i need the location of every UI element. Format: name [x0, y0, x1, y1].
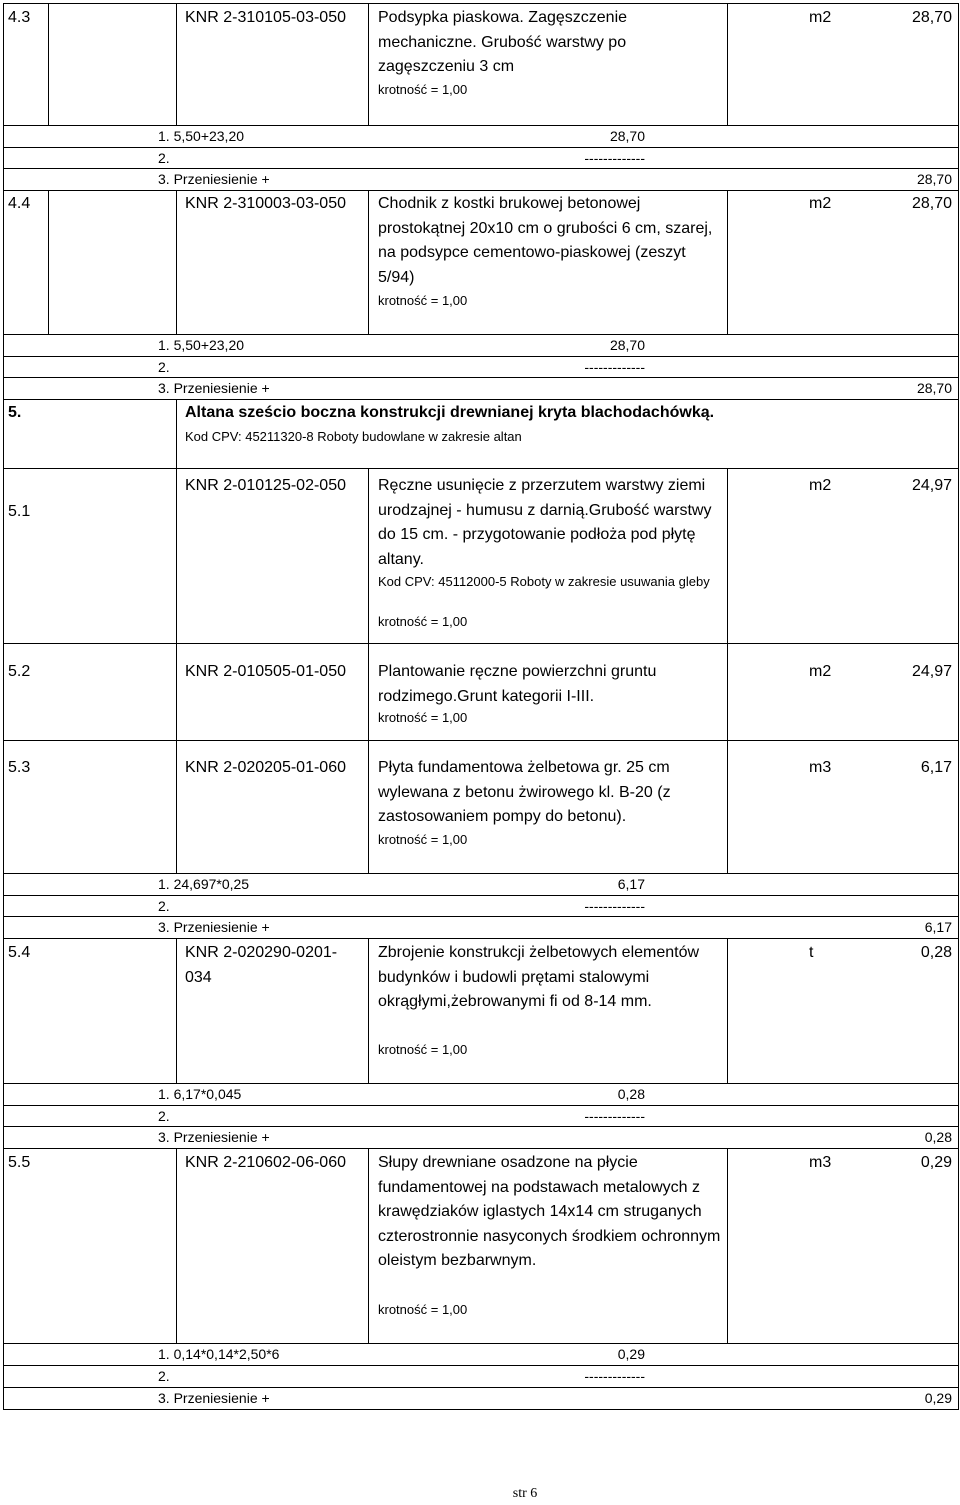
row-line	[3, 1365, 958, 1366]
row-line	[3, 1105, 958, 1106]
norm-code: KNR 2-210602-06-060	[185, 1154, 346, 1171]
unit: m2	[809, 663, 832, 680]
multiplier-text: krotność = 1,00	[378, 832, 468, 847]
norm-code: KNR 2-310003-03-050	[185, 195, 346, 212]
table-border-left	[3, 3, 4, 1410]
col-line	[48, 190, 49, 334]
item-description: Ręczne usunięcie z przerzutem warstwy ziemi urodzajnej - humusu z darnią.Grubość warstwy do 15 cm. - przygotowanie podłoża pod płytę altany.	[378, 477, 712, 568]
calc-line-1: 1. 24,697*0,25	[158, 876, 250, 892]
col-line	[727, 1148, 728, 1343]
multiplier-text: krotność = 1,00	[378, 614, 468, 629]
col-line	[368, 938, 369, 1083]
col-line	[368, 468, 369, 873]
unit: m2	[809, 195, 832, 212]
item-number: 5.1	[8, 503, 31, 520]
row-line	[3, 377, 958, 378]
row-line	[3, 938, 958, 939]
calc-line-2: 2.	[158, 150, 170, 166]
carry-forward-value: 28,70	[916, 380, 952, 396]
multiplier-text: krotność = 1,00	[378, 1302, 468, 1317]
row-line	[3, 190, 958, 191]
col-line	[368, 1148, 369, 1343]
col-line	[176, 3, 177, 125]
row-line	[3, 1343, 958, 1344]
quantity: 24,97	[911, 663, 952, 680]
item-number: 4.3	[8, 9, 31, 26]
table-border-right	[958, 3, 959, 1410]
row-line	[3, 873, 958, 874]
calc-separator: -------------	[584, 898, 645, 914]
carry-forward-value: 6,17	[924, 919, 952, 935]
col-line	[368, 190, 369, 334]
item-number: 5.4	[8, 944, 31, 961]
quantity: 28,70	[911, 9, 952, 26]
calc-line-3: 3. Przeniesienie +	[158, 1129, 270, 1145]
col-line	[727, 468, 728, 873]
row-line	[3, 399, 958, 400]
table-border-bottom	[3, 1409, 958, 1410]
carry-forward-value: 28,70	[916, 171, 952, 187]
calc-line-3: 3. Przeniesienie +	[158, 171, 270, 187]
quantity: 0,28	[920, 944, 952, 961]
row-line	[3, 147, 958, 148]
item-description: Zbrojenie konstrukcji żelbetowych elementów budynków i budowli prętami stalowymi okrągłymi,żebrowanymi fi od 8-14 mm.	[378, 944, 700, 1011]
item-description: Plantowanie ręczne powierzchni gruntu rodzimego.Grunt kategorii I-III.	[378, 663, 657, 705]
col-line	[176, 938, 177, 1083]
carry-forward-value: 0,29	[924, 1390, 952, 1406]
row-line	[3, 740, 958, 741]
unit: m3	[809, 759, 832, 776]
calc-line-1: 1. 6,17*0,045	[158, 1086, 242, 1102]
calc-line-1-value: 28,70	[609, 337, 645, 353]
col-line	[176, 1148, 177, 1343]
calc-separator: -------------	[584, 1368, 645, 1384]
multiplier-text: krotność = 1,00	[378, 293, 468, 308]
norm-code: KNR 2-010505-01-050	[185, 663, 346, 680]
cpv-code: Kod CPV: 45112000-5 Roboty w zakresie usuwania gleby	[378, 574, 710, 589]
carry-forward-value: 0,28	[924, 1129, 952, 1145]
calc-line-1-value: 0,29	[617, 1346, 645, 1362]
calc-separator: -------------	[584, 150, 645, 166]
item-number: 5.3	[8, 759, 31, 776]
col-line	[176, 190, 177, 334]
norm-code: KNR 2-020205-01-060	[185, 759, 346, 776]
multiplier-text: krotność = 1,00	[378, 82, 468, 97]
calc-line-2: 2.	[158, 898, 170, 914]
row-line	[3, 125, 958, 126]
norm-code: KNR 2-310105-03-050	[185, 9, 346, 26]
item-number: 5.5	[8, 1154, 31, 1171]
row-line	[3, 356, 958, 357]
calc-line-2: 2.	[158, 1108, 170, 1124]
unit: m2	[809, 477, 832, 494]
item-number: 5.2	[8, 663, 31, 680]
col-line	[727, 938, 728, 1083]
table-border-top	[3, 3, 958, 4]
section-title: Altana sześcio boczna konstrukcji drewnianej kryta blachodachówką.	[185, 404, 715, 421]
col-line	[48, 3, 49, 125]
row-line	[3, 1126, 958, 1127]
row-line	[3, 468, 958, 469]
col-line	[368, 3, 369, 125]
norm-code: KNR 2-010125-02-050	[185, 477, 346, 494]
norm-code: KNR 2-020290-0201-034	[185, 944, 338, 986]
item-description: Słupy drewniane osadzone na płycie fundamentowej na podstawach metalowych z krawędziaków iglastych 14x14 cm struganych czterostronnie nasyconych środkiem ochronnym oleistym bezbarwnym.	[378, 1154, 721, 1270]
section-number: 5.	[8, 404, 22, 421]
unit: m3	[809, 1154, 832, 1171]
calc-line-2: 2.	[158, 359, 170, 375]
row-line	[3, 643, 958, 644]
calc-line-3: 3. Przeniesienie +	[158, 1390, 270, 1406]
calc-line-1-value: 0,28	[617, 1086, 645, 1102]
col-line	[176, 468, 177, 873]
item-description: Chodnik z kostki brukowej betonowej prostokątnej 20x10 cm o grubości 6 cm, szarej, na podsypce cementowo-piaskowej (zeszyt 5/94)	[378, 195, 713, 286]
calc-separator: -------------	[584, 359, 645, 375]
row-line	[3, 168, 958, 169]
row-line	[3, 916, 958, 917]
col-line	[727, 3, 728, 125]
row-line	[3, 334, 958, 335]
calc-line-2: 2.	[158, 1368, 170, 1384]
col-line	[176, 399, 177, 468]
item-number: 4.4	[8, 195, 31, 212]
page-number: str 6	[512, 1486, 538, 1501]
calc-separator: -------------	[584, 1108, 645, 1124]
row-line	[3, 1387, 958, 1388]
quantity: 28,70	[911, 195, 952, 212]
col-line	[727, 190, 728, 334]
calc-line-1-value: 6,17	[617, 876, 645, 892]
calc-line-3: 3. Przeniesienie +	[158, 380, 270, 396]
item-description: Podsypka piaskowa. Zagęszczenie mechaniczne. Grubość warstwy po zagęszczeniu 3 cm	[378, 9, 628, 76]
multiplier-text: krotność = 1,00	[378, 710, 468, 725]
calc-line-1: 1. 0,14*0,14*2,50*6	[158, 1346, 280, 1362]
quantity: 24,97	[911, 477, 952, 494]
quantity: 0,29	[920, 1154, 952, 1171]
calc-line-1-value: 28,70	[609, 128, 645, 144]
row-line	[3, 895, 958, 896]
unit: m2	[809, 9, 832, 26]
multiplier-text: krotność = 1,00	[378, 1042, 468, 1057]
section-cpv-code: Kod CPV: 45211320-8 Roboty budowlane w zakresie altan	[185, 429, 522, 444]
quantity: 6,17	[920, 759, 952, 776]
row-line	[3, 1148, 958, 1149]
calc-line-1: 1. 5,50+23,20	[158, 337, 245, 353]
unit: t	[809, 944, 814, 961]
calc-line-3: 3. Przeniesienie +	[158, 919, 270, 935]
item-description: Płyta fundamentowa żelbetowa gr. 25 cm wylewana z betonu żwirowego kl. B-20 (z zastosowaniem pompy do betonu).	[378, 759, 671, 826]
calc-line-1: 1. 5,50+23,20	[158, 128, 245, 144]
row-line	[3, 1083, 958, 1084]
